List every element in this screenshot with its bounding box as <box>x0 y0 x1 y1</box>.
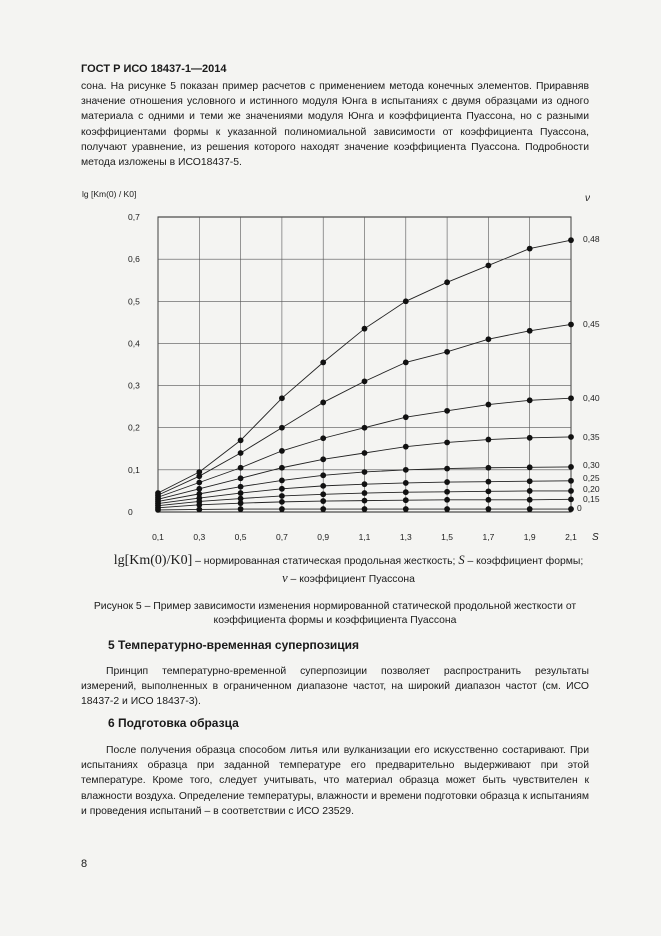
data-point <box>527 328 533 334</box>
data-point <box>320 506 326 512</box>
data-point <box>568 496 574 502</box>
legend-formula-desc: – нормированная статическая продольная жесткость; <box>195 556 456 567</box>
data-point <box>486 488 492 494</box>
data-point <box>362 378 368 384</box>
data-point <box>486 465 492 471</box>
data-point <box>527 246 533 252</box>
data-point <box>238 506 244 512</box>
data-point <box>444 489 450 495</box>
data-point <box>403 497 409 503</box>
data-point <box>196 486 202 492</box>
data-point <box>568 464 574 470</box>
document-header: ГОСТ Р ИСО 18437-1—2014 <box>81 63 227 75</box>
data-point <box>238 475 244 481</box>
legend-formula: lg[Km(0)/K0] <box>113 553 193 568</box>
data-point <box>527 478 533 484</box>
data-point <box>568 237 574 243</box>
page-number: 8 <box>81 858 88 870</box>
legend-nu-desc: – коэффициент Пуассона <box>290 574 415 585</box>
data-point <box>444 506 450 512</box>
data-point <box>568 506 574 512</box>
data-point <box>444 497 450 503</box>
data-point <box>238 450 244 456</box>
data-point <box>444 279 450 285</box>
data-point <box>279 465 285 471</box>
y-tick-label: 0,2 <box>128 422 140 433</box>
data-point <box>568 478 574 484</box>
data-point <box>486 336 492 342</box>
data-point <box>444 349 450 355</box>
x-tick-label: 0,5 <box>234 532 247 542</box>
data-point <box>238 484 244 490</box>
y-tick-label: 0,3 <box>128 380 140 391</box>
data-point <box>362 469 368 475</box>
data-point <box>527 435 533 441</box>
data-point <box>568 434 574 440</box>
x-tick-label: 1,9 <box>523 532 536 542</box>
series-label: 0,25 <box>583 473 600 483</box>
series-label: 0,40 <box>583 393 600 403</box>
data-point <box>196 473 202 479</box>
data-point <box>196 507 202 513</box>
data-point <box>444 479 450 485</box>
data-point <box>444 440 450 446</box>
y-tick-label: 0,4 <box>128 338 140 349</box>
data-point <box>568 488 574 494</box>
x-tick-label: 1,1 <box>358 532 371 542</box>
data-point <box>320 456 326 462</box>
data-point <box>403 480 409 486</box>
data-point <box>320 472 326 478</box>
x-tick-label: 0,7 <box>275 532 288 542</box>
data-point <box>279 486 285 492</box>
legend-s-desc: – коэффициент формы; <box>467 556 584 567</box>
data-point <box>568 395 574 401</box>
data-point <box>403 414 409 420</box>
data-point <box>362 425 368 431</box>
data-point <box>403 444 409 450</box>
x-tick-label: 2,1 <box>565 532 577 542</box>
data-point <box>486 479 492 485</box>
data-point <box>238 490 244 496</box>
data-point <box>403 506 409 512</box>
section5-heading: 5 Температурно-временная суперпозиция <box>108 638 360 652</box>
y-axis-label: lg [Km(0) / K0] <box>82 189 137 199</box>
data-point <box>362 498 368 504</box>
data-point <box>527 488 533 494</box>
y-tick-label: 0,7 <box>128 212 140 222</box>
series-label: 0,15 <box>583 494 600 504</box>
data-point <box>444 408 450 414</box>
x-tick-label: 0,9 <box>317 532 330 542</box>
data-point <box>279 506 285 512</box>
data-point <box>362 481 368 487</box>
data-point <box>196 480 202 486</box>
intro-paragraph: сона. На рисунке 5 показан пример расчетов с применением метода конечных элементов. Приравняв значение отношения условного и истинного модуля Юнга в испытаниях с двумя образцами из одного материала с одними и теми же значениями модуля Юнга и коэффициента Пуассона, но с разными коэффициентами формы к указанной полиномиальной зависимости от коэффициента Пуассона, получают уравнение, из решения которого находят значение коэффициента Пуассона. Подробности метода изложены в ИСО18437-5. <box>81 81 589 169</box>
x-tick-label: 1,5 <box>441 532 454 542</box>
data-point <box>486 263 492 269</box>
data-point <box>279 395 285 401</box>
y-tick-label: 0 <box>128 507 133 517</box>
data-point <box>486 437 492 443</box>
data-point <box>320 498 326 504</box>
data-point <box>238 500 244 506</box>
data-point <box>320 483 326 489</box>
data-point <box>279 493 285 499</box>
section5-paragraph: Принцип температурно-временной суперпозиции позволяет распространить результаты измерений, выполненных в ограниченном диапазоне частот, на широкий диапазон частот (см. ИСО 18437-2 и ИСО 18437-3). <box>81 666 589 708</box>
x-tick-label: 1,7 <box>482 532 495 542</box>
data-point <box>403 298 409 304</box>
data-point <box>568 322 574 328</box>
data-point <box>527 506 533 512</box>
series-label: 0,30 <box>583 460 600 470</box>
data-point <box>362 490 368 496</box>
data-point <box>444 466 450 472</box>
legend-nu-symbol: ν <box>282 571 288 585</box>
data-point <box>279 425 285 431</box>
data-point <box>238 437 244 443</box>
y-tick-label: 0,6 <box>128 254 140 265</box>
data-point <box>155 507 161 513</box>
y-tick-label: 0,1 <box>128 464 140 475</box>
data-point <box>320 359 326 365</box>
legend-s-symbol: S <box>458 553 465 567</box>
data-point <box>362 450 368 456</box>
series-label: 0,45 <box>583 319 600 329</box>
x-axis-label: S <box>592 532 599 543</box>
data-point <box>486 402 492 408</box>
data-point <box>362 506 368 512</box>
section6-paragraph: После получения образца способом литья или вулканизации его искусственно состаривают. При испытаниях образца при заданной температуре его предварительно выдерживают при этой температуре. Кроме того, следует учитывать, что материал образца может быть чувствителен к влажности воздуха. Определение температуры, влажности и времени подготовки образца к испытаниям и проведения испытаний – в соответствии с ИСО 23529. <box>81 745 589 817</box>
x-tick-label: 1,3 <box>399 532 412 542</box>
data-point <box>403 359 409 365</box>
data-point <box>403 489 409 495</box>
data-point <box>279 448 285 454</box>
data-point <box>279 477 285 483</box>
data-point <box>527 464 533 470</box>
figure-caption: Рисунок 5 – Пример зависимости изменения нормированной статической продольной жесткости от коэффициента формы и коэффициента Пуассона <box>93 601 577 626</box>
data-point <box>486 497 492 503</box>
nu-axis-label: ν <box>585 193 590 204</box>
section6-heading: 6 Подготовка образца <box>108 716 239 730</box>
y-tick-label: 0,5 <box>128 296 140 307</box>
x-tick-label: 0,1 <box>152 532 164 542</box>
chart-legend <box>96 552 601 588</box>
data-point <box>527 497 533 503</box>
data-point <box>320 491 326 497</box>
series-label: 0,20 <box>583 484 600 494</box>
data-point <box>320 400 326 406</box>
series-label: 0,35 <box>583 432 600 442</box>
series-label: 0,48 <box>583 234 600 244</box>
data-point <box>362 326 368 332</box>
series-label: 0 <box>577 503 582 513</box>
data-point <box>403 467 409 473</box>
data-point <box>238 465 244 471</box>
data-point <box>527 397 533 403</box>
data-point <box>320 435 326 441</box>
x-tick-label: 0,3 <box>193 532 206 542</box>
data-point <box>279 499 285 505</box>
data-point <box>486 506 492 512</box>
